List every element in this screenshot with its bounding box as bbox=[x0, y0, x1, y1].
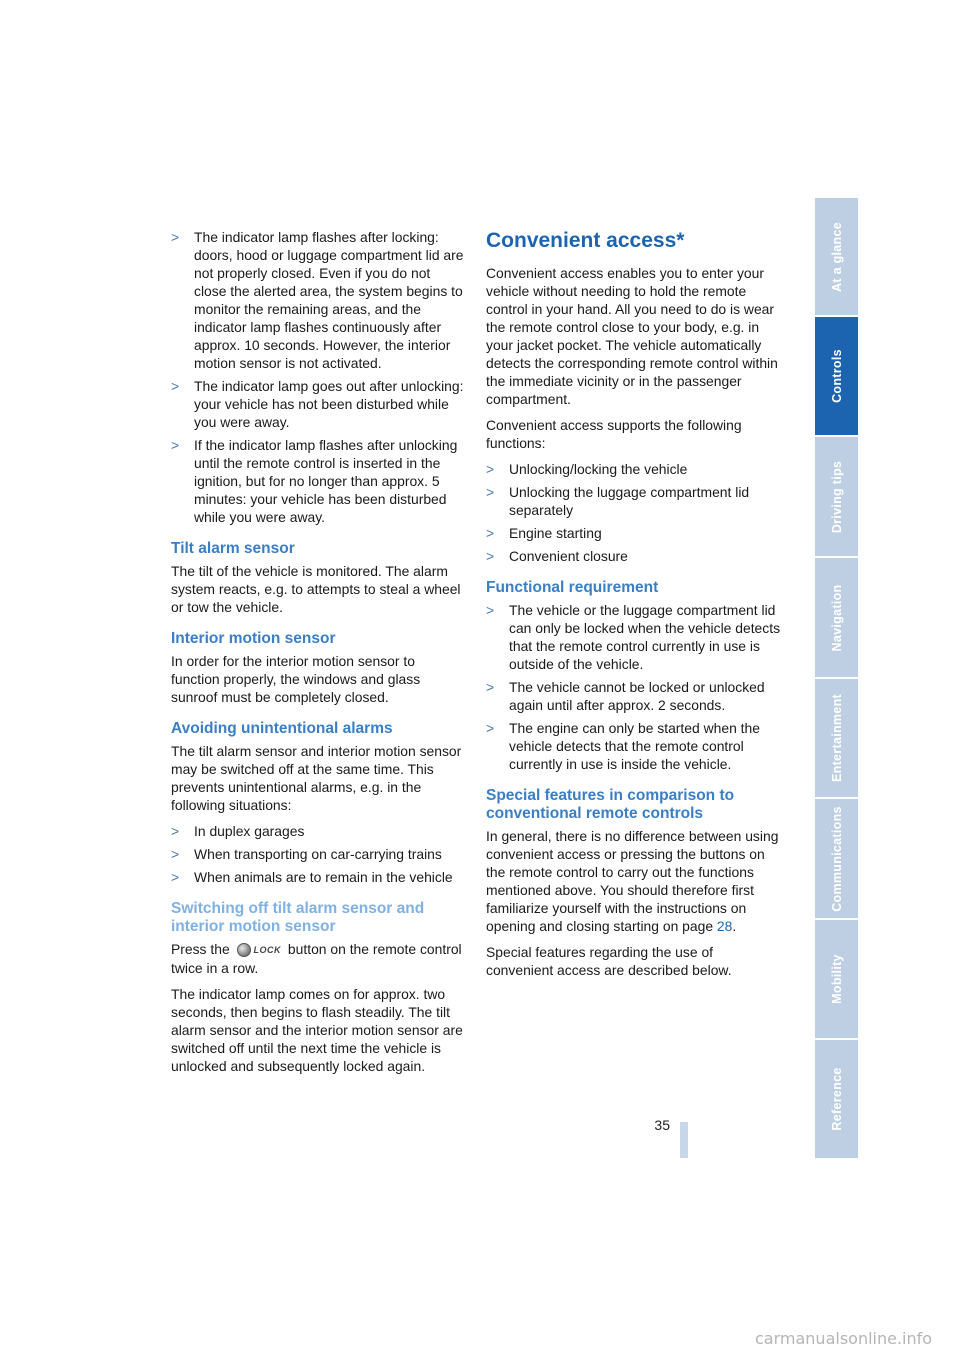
bullet-glyph: > bbox=[486, 602, 495, 618]
page-reference-link[interactable]: 28 bbox=[716, 918, 733, 934]
tab-at-a-glance[interactable]: At a glance bbox=[815, 198, 858, 317]
bullet-glyph: > bbox=[486, 720, 495, 736]
chapter-sidebar bbox=[815, 198, 858, 1160]
tab-mobility[interactable]: Mobility bbox=[815, 920, 858, 1040]
list-item: > The vehicle or the luggage compartment lid can only be locked when the vehicle detects that the remote control currently in use is outside of the vehicle. bbox=[486, 602, 781, 672]
functional-heading: Functional requirement bbox=[486, 579, 659, 596]
list-item: > When transporting on car-carrying trains bbox=[171, 846, 442, 862]
right-column bbox=[486, 228, 781, 987]
special-text: In general, there is no difference between using convenient access or pressing the buttons on the remote control to carry out the functions mentioned above. You should therefore first familiarize yourself with the instructions on opening and closing starting on page 28. bbox=[486, 828, 779, 934]
list-item: > The indicator lamp flashes after locking: doors, hood or luggage compartment lid are not properly closed. Even if you do not close the alerted area, the system begins to monitor the remaining areas, and the indicator lamp flashes continuously after approx. 10 seconds. However, the interior motion sensor is not activated. bbox=[171, 229, 464, 371]
avoiding-heading: Avoiding unintentional alarms bbox=[171, 720, 393, 737]
interior-heading: Interior motion sensor bbox=[171, 630, 336, 647]
list-item: > In duplex garages bbox=[171, 823, 305, 839]
list-item: > If the indicator lamp flashes after unlocking until the remote control is inserted in the ignition, but for no longer than approx. 5 minutes: your vehicle has been disturbed while you were away. bbox=[171, 437, 458, 525]
lock-button-icon: LOCK bbox=[237, 941, 282, 959]
list-item: > Unlocking/locking the vehicle bbox=[486, 461, 688, 477]
switching-text: The indicator lamp comes on for approx. two seconds, then begins to flash steadily. The tilt alarm sensor and the interior motion sensor are switched off until the next time the vehicle is unlocked and subsequently locked again. bbox=[171, 986, 463, 1075]
left-column bbox=[171, 228, 466, 1083]
page-number-bar bbox=[680, 1122, 688, 1158]
special-heading: Special features in comparison to conventional remote controls bbox=[486, 787, 735, 822]
tab-navigation[interactable]: Navigation bbox=[815, 558, 858, 679]
watermark: carmanualsonline.info bbox=[755, 1329, 933, 1348]
bullet-glyph: > bbox=[486, 679, 495, 695]
bullet-glyph: > bbox=[486, 484, 495, 500]
bullet-glyph: > bbox=[171, 823, 180, 839]
bullet-glyph: > bbox=[486, 548, 495, 564]
bullet-glyph: > bbox=[171, 378, 180, 394]
list-item: > Convenient closure bbox=[486, 548, 628, 564]
list-item: > When animals are to remain in the vehicle bbox=[171, 869, 453, 885]
bullet-glyph: > bbox=[171, 869, 180, 885]
tilt-text: The tilt of the vehicle is monitored. The alarm system reacts, e.g. to attempts to steal a wheel or tow the vehicle. bbox=[171, 563, 461, 615]
list-item: > Engine starting bbox=[486, 525, 602, 541]
tab-entertainment[interactable]: Entertainment bbox=[815, 679, 858, 799]
tab-communications[interactable]: Communications bbox=[815, 799, 858, 920]
tilt-heading: Tilt alarm sensor bbox=[171, 540, 295, 557]
list-item: > The engine can only be started when the vehicle detects that the remote control currently in use is inside the vehicle. bbox=[486, 720, 760, 772]
intro-text: Convenient access enables you to enter your vehicle without needing to hold the remote control in your hand. All you need to do is wear the remote control close to your body, e.g. in your jacket pocket. The vehicle automatically detects the corresponding remote control within the immediate vicinity or in the passenger compartment. bbox=[486, 265, 778, 407]
switching-press-text: Press the LOCK button on the remote control twice in a row. bbox=[171, 941, 462, 977]
list-item: > Unlocking the luggage compartment lid separately bbox=[486, 484, 750, 518]
interior-text: In order for the interior motion sensor to function properly, the windows and glass sunroof must be completely closed. bbox=[171, 653, 421, 705]
page-number: 35 bbox=[654, 1117, 670, 1133]
list-item: > The indicator lamp goes out after unlocking: your vehicle has not been disturbed while you were away. bbox=[171, 378, 464, 430]
bullet-glyph: > bbox=[171, 846, 180, 862]
tab-controls[interactable]: Controls bbox=[815, 317, 858, 437]
switching-heading: Switching off tilt alarm sensor and interior motion sensor bbox=[171, 900, 425, 935]
bullet-glyph: > bbox=[171, 437, 180, 453]
bullet-glyph: > bbox=[486, 525, 495, 541]
supports-text: Convenient access supports the following functions: bbox=[486, 417, 742, 451]
remote-button-icon bbox=[237, 943, 251, 957]
bullet-glyph: > bbox=[486, 461, 495, 477]
tab-reference[interactable]: Reference bbox=[815, 1040, 858, 1160]
special-text-2: Special features regarding the use of convenient access are described below. bbox=[486, 944, 732, 978]
section-title: Convenient access* bbox=[486, 229, 685, 252]
avoiding-text: The tilt alarm sensor and interior motion sensor may be switched off at the same time. This prevents unintentional alarms, e.g. in the following situations: bbox=[171, 743, 462, 813]
list-item: > The vehicle cannot be locked or unlocked again until after approx. 2 seconds. bbox=[486, 679, 765, 713]
bullet-glyph: > bbox=[171, 229, 180, 245]
tab-driving-tips[interactable]: Driving tips bbox=[815, 437, 858, 558]
